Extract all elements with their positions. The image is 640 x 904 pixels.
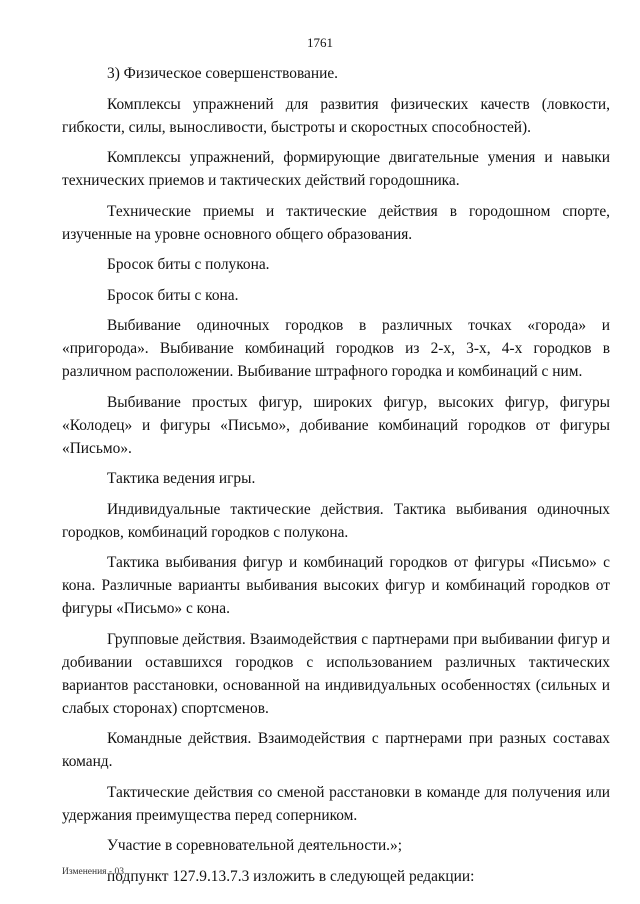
paragraph-physical-qualities: Комплексы упражнений для развития физических качеств (ловкости, гибкости, силы, выносливости, быстроты и скоростных способностей). (62, 95, 610, 136)
paragraph-subclause-amendment: подпункт 127.9.13.7.3 изложить в следующей редакции: (107, 867, 475, 885)
paragraph-knocking-figures: Выбивание простых фигур, широких фигур, высоких фигур, фигуры «Колодец» и фигуры «Письмо», добивание комбинаций городков от фигуры «Письмо». (62, 393, 610, 457)
paragraph-throw-kon: Бросок биты с кона. (107, 286, 239, 304)
paragraph-knocking-single: Выбивание одиночных городков в различных точках «города» и «пригорода». Выбивание комбинаций городков из 2-х, 3-х, 4-х городков в различном расположении. Выбивание штрафного городка и комбинаций с ним. (62, 317, 610, 380)
paragraph-technical-techniques: Технические приемы и тактические действия в городошном спорте, изученные на уровне основного общего образования. (62, 202, 610, 243)
paragraph-group-actions: Групповые действия. Взаимодействия с партнерами при выбивании фигур и добивании оставшихся городков с использованием различных тактических вариантов расстановки, основанной на индивидуальных особенностях (сильных и слабых сторонах) спортсменов. (62, 630, 610, 717)
paragraph-figure-tactics: Тактика выбивания фигур и комбинаций городков от фигуры «Письмо» с кона. Различные варианты выбивания высоких фигур и комбинаций городков от фигуры «Письмо» с кона. (62, 554, 610, 617)
paragraph-throw-half-kon: Бросок биты с полукона. (107, 256, 270, 273)
paragraph-individual-tactics: Индивидуальные тактические действия. Тактика выбивания одиночных городков, комбинаций городков с полукона. (62, 500, 610, 541)
paragraph-tactical-rearrangement: Тактические действия со сменой расстановки в команде для получения или удержания преимущества перед соперником. (62, 783, 610, 824)
paragraph-motor-skills: Комплексы упражнений, формирующие двигательные умения и навыки технических приемов и тактических действий городошника. (62, 149, 610, 189)
page-number: 1761 (307, 35, 333, 50)
document-body (62, 62, 610, 895)
paragraph-heading-physical-improvement: 3) Физическое совершенствование. (107, 65, 339, 82)
paragraph-team-actions: Командные действия. Взаимодействия с партнерами при разных составах команд. (62, 730, 610, 770)
paragraph-competition-participation: Участие в соревновательной деятельности.»; (107, 837, 402, 854)
paragraph-game-tactics: Тактика ведения игры. (107, 470, 256, 487)
footer-revision-note: Изменения - 03 (62, 867, 124, 877)
